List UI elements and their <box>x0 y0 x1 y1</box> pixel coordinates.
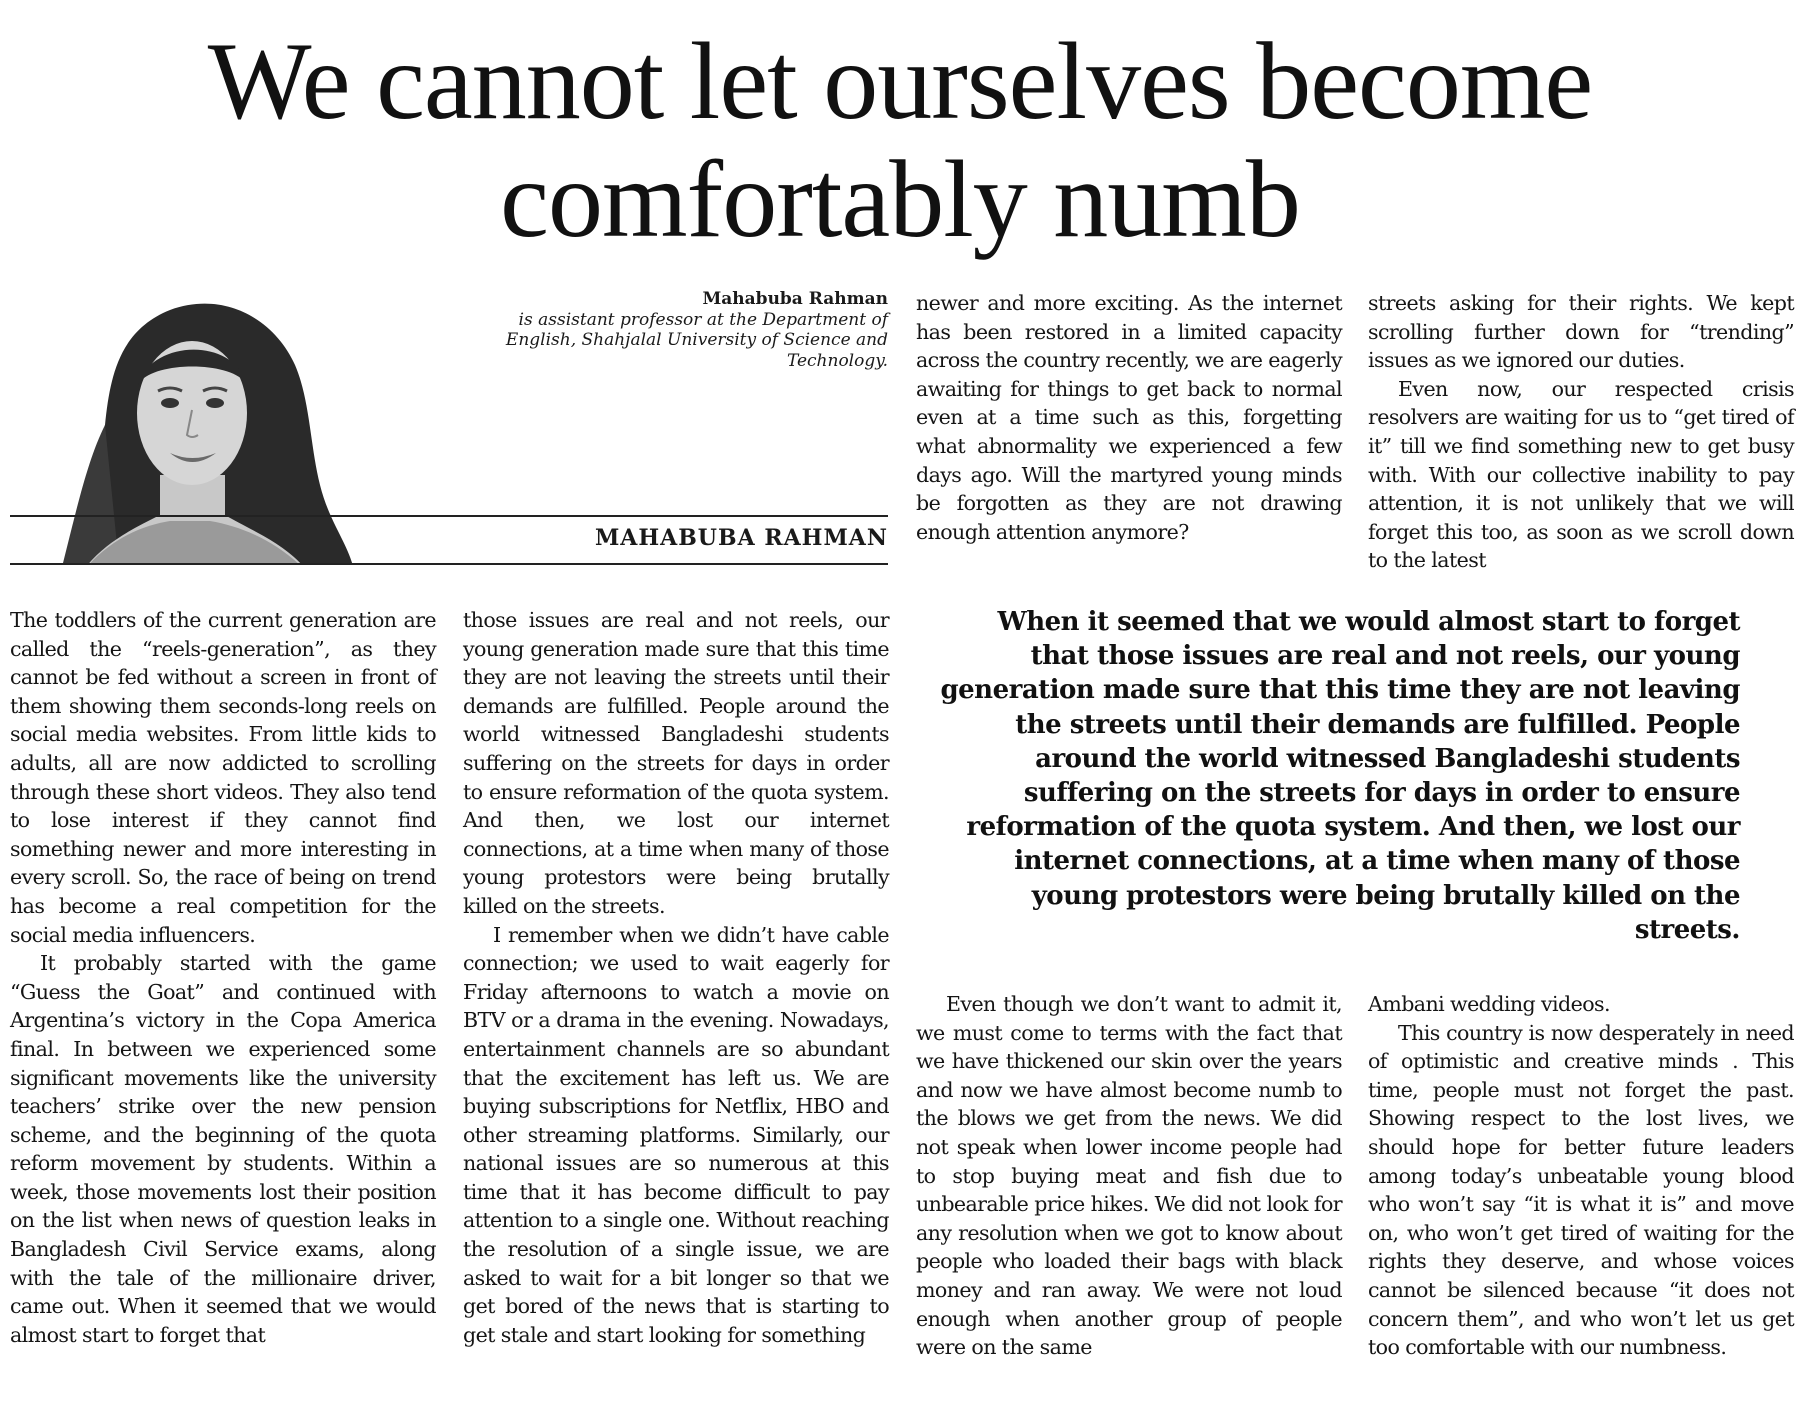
pull-quote: When it seemed that we would almost start to forget that those issues are real and not reels, our young generation made sure that this time they are not leaving the streets until their demands are fulfilled. People around the world witnessed Bangladeshi students suffering on the streets for days in order to ensure reformation of the quota system. And then, we lost our internet connections, at a time when many of those young protestors were being brutally killed on the streets. <box>940 607 1740 945</box>
byline: MAHABUBA RAHMAN <box>594 525 888 551</box>
headline-line-2: comfortably numb <box>500 138 1300 260</box>
paragraph: those issues are real and not reels, our young generation made sure that this time they are not leaving the streets until their demands are fulfilled. People around the world witnessed Bangladeshi students suffering on the streets for days in order to ensure reformation of the quota system. And then, we lost our internet connections, at a time when many of those young protestors were being brutally killed on the streets. <box>463 608 889 918</box>
article-column-4-bottom <box>1368 990 1794 1362</box>
paragraph: The toddlers of the current generation are called the “reels-generation”, as they cannot be fed without a screen in front of them showing them seconds-long reels on social media websites. From little kids to adults, all are now addicted to scrolling through these short videos. They also tend to lose interest if they cannot find something newer and more interesting in every scroll. So, the race of being on trend has become a real competition for the social media influencers. <box>10 608 436 947</box>
paragraph: This country is now desperately in need of optimistic and creative minds . This time, people must not forget the past. Showing respect to the lost lives, we should hope for better future leaders among today’s unbeatable young blood who won’t say “it is what it is” and move on, who won’t get tired of waiting for the rights they deserve, and whose voices cannot be silenced because “it does not concern them”, and who won’t let us get too comfortable with our numbness. <box>1368 1020 1794 1360</box>
paragraph: Even now, our respected crisis resolvers are waiting for us to “get tired of it” till we find something new to get busy with. With our collective inability to pay attention, it is not unlikely that we will forget this too, as soon as we scroll down to the latest <box>1368 376 1794 573</box>
article-column-1 <box>10 606 436 1349</box>
headline-line-1: We cannot let ourselves become <box>207 20 1593 142</box>
article-column-3-bottom <box>916 990 1342 1362</box>
article-column-4-top <box>1368 289 1794 575</box>
paragraph: It probably started with the game “Guess the Goat” and continued with Argentina’s victory in the Copa America final. In between we experienced some significant movements like the university teachers’ strike over the new pension scheme, and the beginning of the quota reform movement by students. Within a week, those movements lost their position on the list when news of question leaks in Bangladesh Civil Service exams, along with the tale of the millionaire driver, came out. When it seemed that we would almost start to forget that <box>10 951 436 1347</box>
author-portrait <box>10 275 355 565</box>
headline <box>10 22 1790 258</box>
author-bio <box>468 289 888 371</box>
paragraph: newer and more exciting. As the internet has been restored in a limited capacity across the country recently, we are eagerly awaiting for things to get back to normal even at a time such as this, forgetting what abnormality we experienced a few days ago. Will the martyred young minds be forgotten as they are not drawing enough attention anymore? <box>916 291 1342 544</box>
paragraph: I remember when we didn’t have cable connection; we used to wait eagerly for Friday afternoons to watch a movie on BTV or a drama in the evening. Nowadays, entertainment channels are so abundant that the excitement has left us. We are buying subscriptions for Netflix, HBO and other streaming platforms. Similarly, our national issues are so numerous at this time that it has become difficult to pay attention to a single one. Without reaching the resolution of a single issue, we are asked to wait for a bit longer so that we get bored of the news that is starting to get stale and start looking for something <box>463 922 889 1347</box>
byline-bottom-rule <box>10 563 888 565</box>
paragraph: streets asking for their rights. We kept scrolling further down for “trending” issues as we ignored our duties. <box>1368 291 1794 373</box>
article-column-2 <box>463 606 889 1349</box>
paragraph: Ambani wedding videos. <box>1368 992 1610 1016</box>
author-block <box>10 275 888 565</box>
author-name: Mahabuba Rahman <box>702 289 888 309</box>
article-column-3-top <box>916 289 1342 546</box>
byline-top-rule <box>10 515 888 517</box>
author-description: is assistant professor at the Department of English, Shahjalal University of Science and Technology. <box>505 309 888 371</box>
paragraph: Even though we don’t want to admit it, we must come to terms with the fact that we have thickened our skin over the years and now we have almost become numb to the blows we get from the news. We did not speak when lower income people had to stop buying meat and fish due to unbearable price hikes. We did not look for any resolution when we got to know about people who loaded their bags with black money and ran away. We were not loud enough when another group of people were on the same <box>916 992 1342 1360</box>
